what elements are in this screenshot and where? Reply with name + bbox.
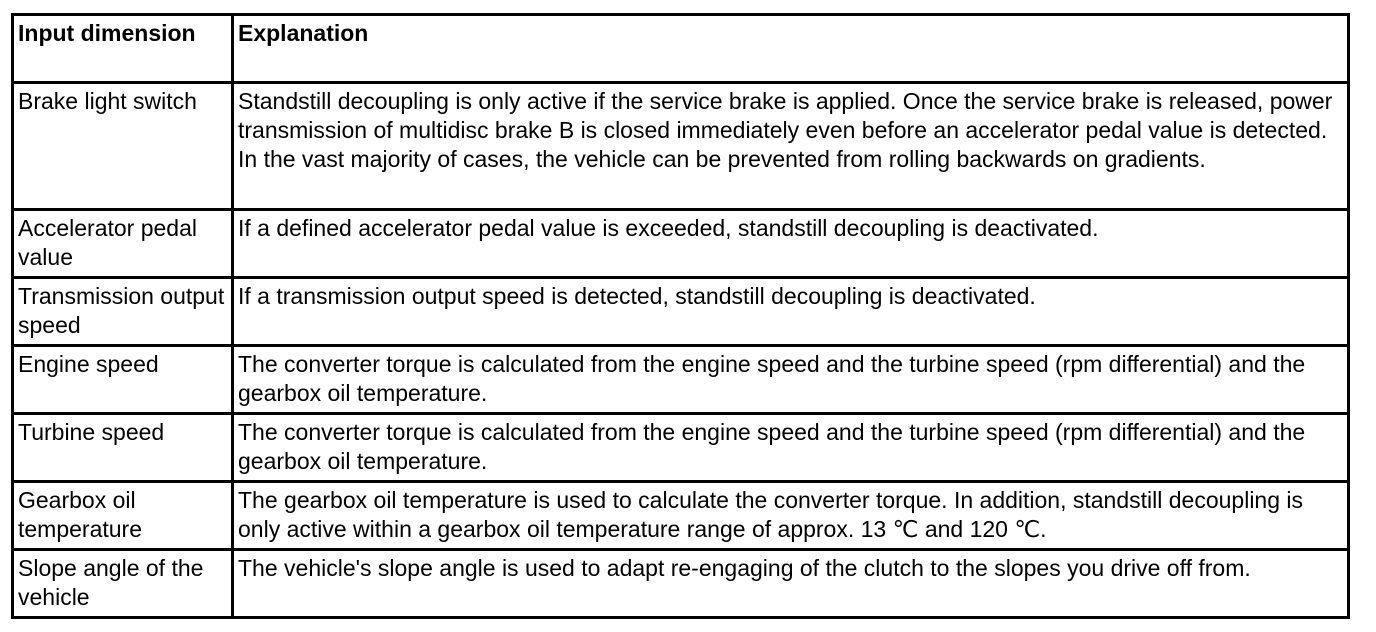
table-row	[13, 210, 1349, 278]
table-row	[13, 346, 1349, 414]
row-input-cell: Gearbox oil temperature	[13, 482, 233, 550]
row-explanation-cell: Standstill decoupling is only active if the service brake is applied. Once the service brake is released, power transmission of multidisc brake B is closed immediately even before an accelerator pedal value is detected. In the vast majority of cases, the vehicle can be prevented from rolling backwards on gradients.	[233, 83, 1349, 210]
row-input-cell: Transmission output speed	[13, 278, 233, 346]
row-input-cell: Engine speed	[13, 346, 233, 414]
row-explanation-cell: If a defined accelerator pedal value is exceeded, standstill decoupling is deactivated.	[233, 210, 1349, 278]
header-input-dimension: Input dimension	[13, 15, 233, 83]
table-row	[13, 550, 1349, 618]
row-explanation-cell: The vehicle's slope angle is used to adapt re-engaging of the clutch to the slopes you drive off from.	[233, 550, 1349, 618]
table-row	[13, 83, 1349, 210]
row-input-cell: Accelerator pedal value	[13, 210, 233, 278]
row-explanation-cell: The converter torque is calculated from the engine speed and the turbine speed (rpm differential) and the gearbox oil temperature.	[233, 346, 1349, 414]
row-explanation-cell: The gearbox oil temperature is used to calculate the converter torque. In addition, standstill decoupling is only active within a gearbox oil temperature range of approx. 13 ℃ and 120 ℃.	[233, 482, 1349, 550]
row-explanation-cell: If a transmission output speed is detected, standstill decoupling is deactivated.	[233, 278, 1349, 346]
table-header-row	[13, 15, 1349, 83]
table-row	[13, 414, 1349, 482]
table-row	[13, 482, 1349, 550]
row-input-cell: Brake light switch	[13, 83, 233, 210]
table-row	[13, 278, 1349, 346]
input-dimension-table	[11, 13, 1350, 619]
header-explanation: Explanation	[233, 15, 1349, 83]
row-explanation-cell: The converter torque is calculated from the engine speed and the turbine speed (rpm differential) and the gearbox oil temperature.	[233, 414, 1349, 482]
row-input-cell: Turbine speed	[13, 414, 233, 482]
row-input-cell: Slope angle of the vehicle	[13, 550, 233, 618]
